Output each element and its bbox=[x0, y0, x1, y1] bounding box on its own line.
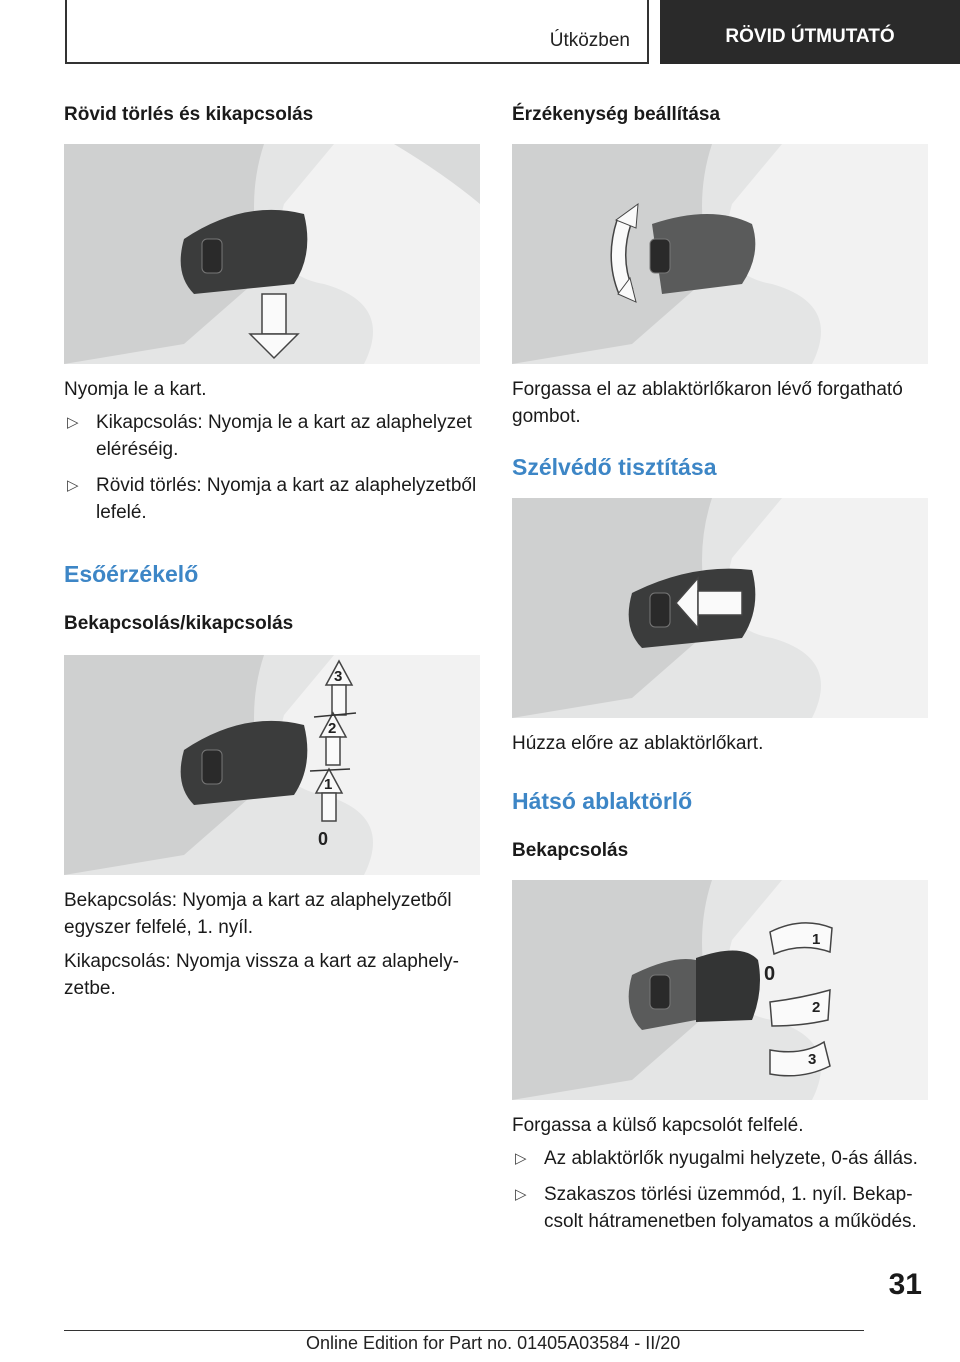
para-turn-off: Kikapcsolás: Nyomja vissza a kart az alaphelyzetbe. bbox=[64, 951, 459, 999]
header-section-title: Útközben bbox=[549, 30, 630, 51]
figure-pull-lever bbox=[512, 498, 928, 718]
position-label: 3 bbox=[808, 1051, 817, 1068]
heading-on-off: Bekapcsolás/kikapcsolás bbox=[64, 613, 294, 634]
para-pull-lever: Húzza előre az ablaktörlőkart. bbox=[512, 733, 764, 754]
section-windscreen-washing: Szélvédő tisztítása bbox=[512, 454, 717, 480]
bullet-triangle-icon: ▷ bbox=[515, 1150, 527, 1167]
para-press-lever: Nyomja le a kart. bbox=[64, 379, 207, 400]
header-chapter-tab: RÖVID ÚTMUTATÓ bbox=[660, 0, 960, 64]
footer-divider bbox=[64, 1330, 864, 1331]
list-item: ▷ Szakaszos törlési üzemmód, 1. nyíl. Bekapcsolt hátramenetben folyamatos a működés. bbox=[512, 1181, 930, 1235]
figure-outer-switch bbox=[512, 880, 928, 1100]
figure-lever-positions bbox=[64, 655, 480, 875]
figure-lever-press-down bbox=[64, 144, 480, 364]
heading-sensitivity: Érzékenység beállítása bbox=[512, 104, 721, 125]
para-rotate-outer-switch: Forgassa a külső kapcsolót felfelé. bbox=[512, 1115, 804, 1136]
position-label: 1 bbox=[324, 776, 333, 793]
para-turn-on: Bekapcsolás: Nyomja a kart az alaphelyzetből egyszer felfelé, 1. nyíl. bbox=[64, 890, 452, 938]
list-item: ▷ Kikapcsolás: Nyomja le a kart az alaphelyzet eléréséig. bbox=[64, 409, 482, 463]
para-rotate-knob: Forgassa el az ablaktörlőkaron lévő forgatható gombot. bbox=[512, 379, 903, 427]
section-rear-wiper: Hátsó ablaktörlő bbox=[512, 788, 693, 814]
bullet-triangle-icon: ▷ bbox=[67, 414, 79, 431]
right-column bbox=[512, 100, 930, 1235]
footer-edition: Online Edition for Part no. 01405A03584 - II/20 bbox=[306, 1333, 681, 1353]
position-label: 0 bbox=[318, 829, 329, 849]
bullet-list-short-wipe bbox=[64, 409, 482, 526]
page-number: 31 bbox=[888, 1268, 922, 1301]
heading-short-wipe: Rövid törlés és kikapcsolás bbox=[64, 104, 314, 125]
figure-rotary-knob bbox=[512, 144, 928, 364]
position-label: 0 bbox=[764, 963, 776, 985]
bullet-triangle-icon: ▷ bbox=[67, 477, 79, 494]
position-label: 3 bbox=[334, 668, 343, 685]
position-label: 2 bbox=[812, 999, 821, 1016]
list-item: ▷ Az ablaktörlők nyugalmi helyzete, 0-ás állás. bbox=[512, 1145, 930, 1172]
left-column bbox=[64, 100, 482, 1002]
list-item: ▷ Rövid törlés: Nyomja a kart az alaphelyzetből lefelé. bbox=[64, 472, 482, 526]
position-label: 1 bbox=[812, 931, 821, 948]
bullet-list-rear-wiper bbox=[512, 1145, 930, 1235]
position-label: 2 bbox=[328, 720, 337, 737]
heading-switch-on: Bekapcsolás bbox=[512, 840, 629, 861]
section-rain-sensor: Esőérzékelő bbox=[64, 561, 199, 587]
bullet-triangle-icon: ▷ bbox=[515, 1186, 527, 1203]
